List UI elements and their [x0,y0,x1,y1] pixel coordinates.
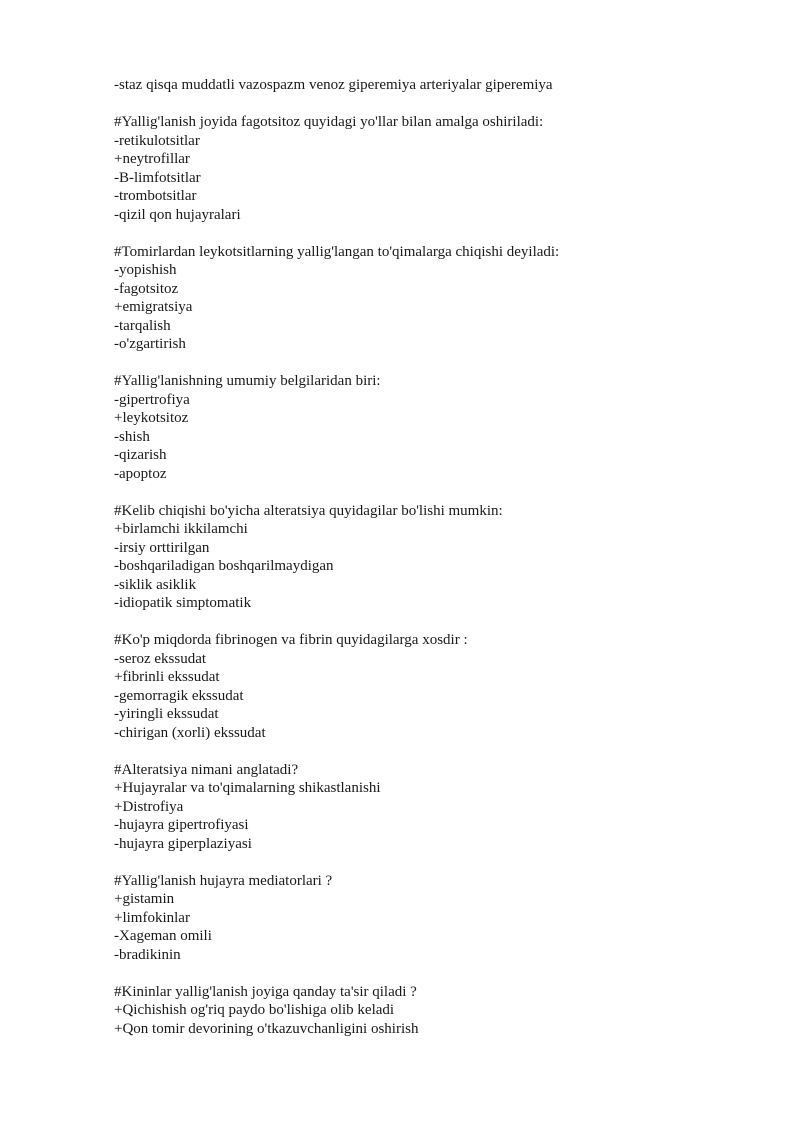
answer-option: +Hujayralar va to'qimalarning shikastlanishi [114,780,381,796]
question-text: #Alteratsiya nimani anglatadi? [114,761,299,778]
answer-option: -chirigan (xorli) ekssudat [114,724,266,741]
answer-option: -hujayra giperplaziyasi [114,835,252,852]
answer-option: +Qon tomir devorining o'tkazuvchanligini oshirish [114,1020,419,1037]
answer-option: -irsiy orttirilgan [114,539,210,556]
spacer [114,224,774,243]
spacer [114,354,774,373]
question-text: #Yallig'lanish hujayra mediatorlari ? [114,872,333,889]
question-block-8 [114,983,774,1039]
spacer [114,853,774,872]
answer-option: -Xageman omili [114,928,212,944]
answer-option: +neytrofillar [114,151,190,167]
spacer [114,613,774,632]
question-text: #Yallig'lanishning umumiy belgilaridan biri: [114,373,381,389]
question-text: #Kelib chiqishi bo'yicha alteratsiya quyidagilar bo'lishi mumkin: [114,502,503,519]
answer-option: +Distrofiya [114,798,184,815]
document-page [114,76,774,1038]
question-block-1 [114,113,774,224]
spacer [114,95,774,114]
question-text: #Yallig'lanish joyida fagotsitoz quyidagi yo'llar bilan amalga oshiriladi: [114,114,544,130]
spacer [114,964,774,983]
intro-line: -staz qisqa muddatli vazospazm venoz giperemiya arteriyalar giperemiya [114,77,553,93]
question-text: #Ko'p miqdorda fibrinogen va fibrin quyidagilarga xosdir : [114,632,468,648]
question-block-5 [114,631,774,742]
question-block-2 [114,243,774,354]
question-block-6 [114,761,774,854]
question-text: #Kininlar yallig'lanish joyiga qanday ta'sir qiladi ? [114,983,417,1000]
answer-option: -bradikinin [114,946,181,963]
answer-option: -qizarish [114,447,167,463]
answer-option: +birlamchi ikkilamchi [114,521,248,537]
answer-option: -tarqalish [114,317,171,334]
answer-option: -siklik asiklik [114,576,197,593]
answer-option: -trombotsitlar [114,188,197,204]
answer-option: -yiringli ekssudat [114,706,219,722]
answer-option: +limfokinlar [114,909,190,926]
answer-option: +gistamin [114,891,175,907]
answer-option: -idiopatik simptomatik [114,595,252,611]
answer-option: -gipertrofiya [114,391,190,408]
answer-option: -apoptoz [114,465,167,482]
answer-option: -retikulotsitlar [114,132,200,149]
answer-option: +leykotsitoz [114,410,189,426]
answer-option: -o'zgartirish [114,336,186,352]
question-block-4 [114,502,774,613]
spacer [114,742,774,761]
answer-option: -boshqariladigan boshqarilmaydigan [114,558,334,574]
answer-option: +Qichishish og'riq paydo bo'lishiga olib keladi [114,1002,395,1018]
spacer [114,483,774,502]
answer-option: +fibrinli ekssudat [114,669,220,685]
answer-option: -qizil qon hujayralari [114,206,241,223]
question-text: #Tomirlardan leykotsitlarning yallig'langan to'qimalarga chiqishi deyiladi: [114,243,560,260]
question-block-3 [114,372,774,483]
answer-option: -hujayra gipertrofiyasi [114,817,249,833]
answer-option: -B-limfotsitlar [114,169,201,186]
answer-option: +emigratsiya [114,299,193,315]
question-block-7 [114,872,774,965]
answer-option: -gemorragik ekssudat [114,687,244,704]
answer-option: -shish [114,428,150,445]
answer-option: -seroz ekssudat [114,650,207,667]
answer-option: -yopishish [114,262,177,278]
answer-option: -fagotsitoz [114,280,179,297]
